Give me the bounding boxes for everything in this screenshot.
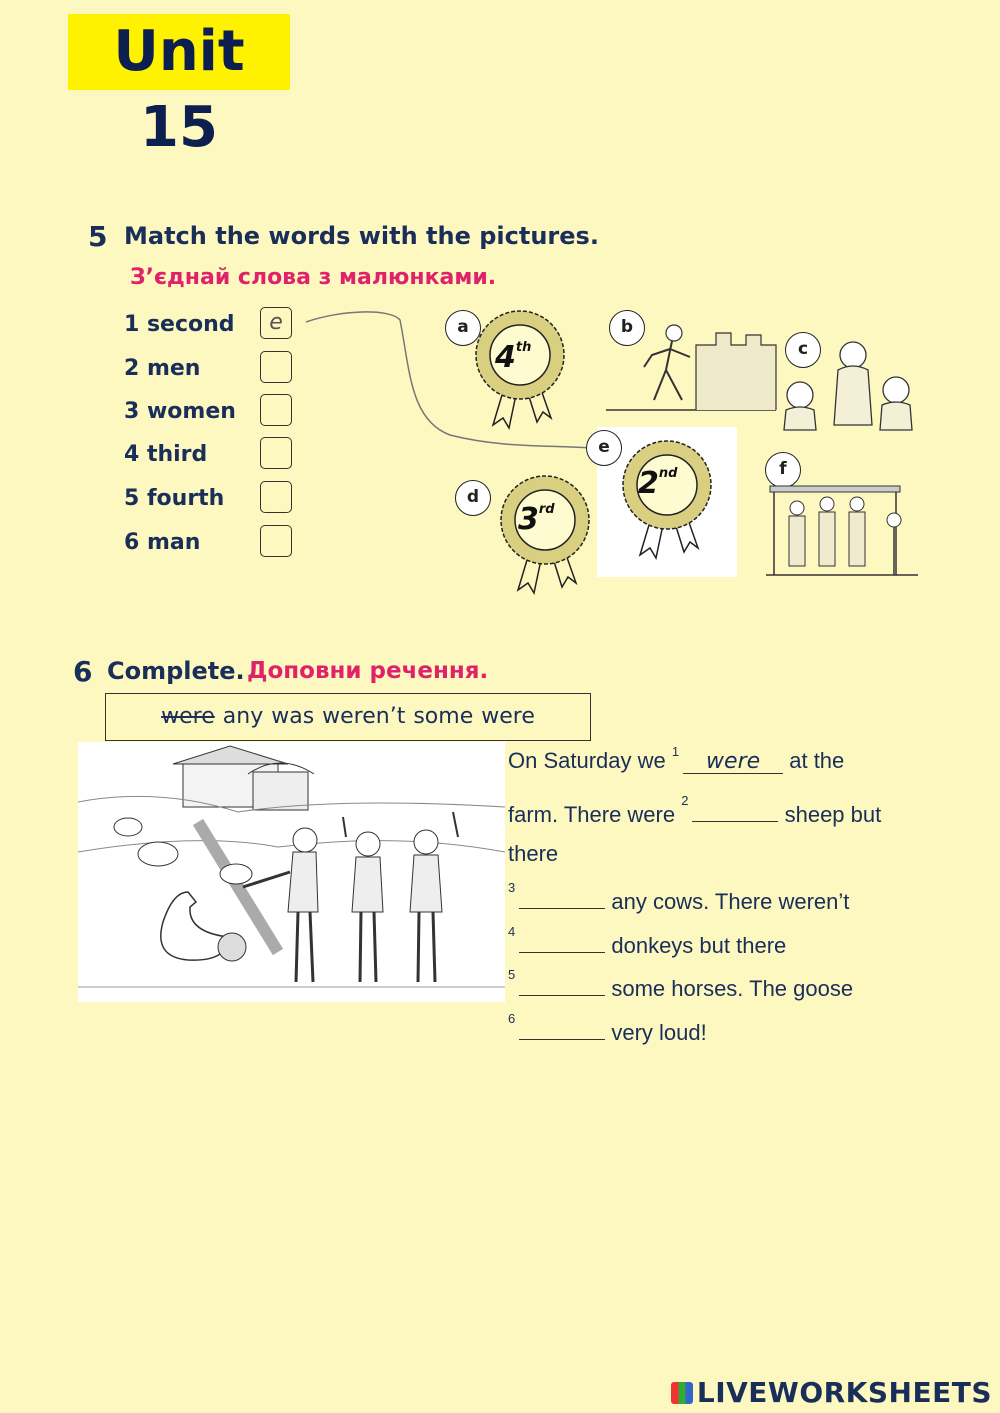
liveworksheets-logo: LIVEWORKSHEETS	[671, 1376, 992, 1409]
match-item-3: 3 women	[124, 399, 236, 424]
gap-6-input[interactable]	[519, 1015, 605, 1040]
word-bank-item: were	[481, 704, 535, 729]
exercise-5-heading-uk: З’єднай слова з малюнками.	[130, 265, 497, 290]
liveworksheets-icon	[671, 1382, 693, 1404]
story-line-3: there	[508, 841, 559, 866]
gap-5-number: 5	[508, 967, 516, 982]
farm-illustration	[78, 742, 505, 1002]
answer-box-4[interactable]	[260, 437, 292, 469]
unit-title: Unit 15	[68, 14, 290, 90]
gap-1-input[interactable]: were	[683, 749, 783, 774]
answer-box-6[interactable]	[260, 525, 292, 557]
picture-letter-e: e	[586, 430, 622, 466]
story-line-1: On Saturday we $^1$ were at the	[508, 744, 845, 774]
gap-4-number: 4	[508, 924, 516, 939]
exercise-6-heading-uk: Доповни речення.	[247, 658, 489, 684]
picture-letter-b: b	[609, 310, 645, 346]
gap-1-number: 1	[671, 744, 680, 759]
gap-2-number: 2	[681, 793, 689, 808]
answer-box-1[interactable]: e	[260, 307, 292, 339]
exercise-6-number: 6	[73, 655, 93, 688]
walking-man-illustration	[596, 315, 786, 415]
exercise-5-heading: Match the words with the pictures.	[124, 222, 599, 250]
men-bus-stop-illustration	[762, 470, 922, 582]
story-line-2: farm. There were $^2$ sheep but	[508, 793, 882, 827]
answer-box-3[interactable]	[260, 394, 292, 426]
exercise-6-heading: Complete.	[107, 657, 245, 685]
picture-letter-c: c	[785, 332, 821, 368]
word-bank-item: were	[161, 704, 215, 729]
gap-3-input[interactable]	[519, 884, 605, 909]
story-line-5: $^4$ donkeys but there	[508, 924, 787, 958]
rosette-d-suffix: rd	[538, 502, 555, 517]
gap-4-input[interactable]	[519, 928, 605, 953]
match-item-6: 6 man	[124, 530, 201, 555]
rosette-d-number: 3	[518, 502, 539, 537]
word-bank-item: weren’t	[322, 704, 406, 729]
rosette-e-number: 2	[638, 466, 659, 501]
rosette-e-suffix: nd	[658, 466, 678, 481]
answer-box-5[interactable]	[260, 481, 292, 513]
gap-2-input[interactable]	[692, 797, 778, 822]
match-item-2: 2 men	[124, 356, 201, 381]
gap-3-number: 3	[508, 880, 516, 895]
word-bank-item: was	[271, 704, 315, 729]
exercise-5-number: 5	[88, 220, 108, 253]
gap-6-number: 6	[508, 1011, 516, 1026]
story-line-4: $^3$ any cows. There weren’t	[508, 880, 850, 914]
picture-letter-d: d	[455, 480, 491, 516]
rosette-a-suffix: th	[515, 340, 532, 355]
match-item-1: 1 second	[124, 312, 235, 337]
match-item-4: 4 third	[124, 442, 208, 467]
word-bank-item: some	[413, 704, 474, 729]
word-bank-item: any	[222, 704, 264, 729]
gap-5-input[interactable]	[519, 971, 605, 996]
rosette-a-number: 4	[495, 340, 516, 375]
women-group-illustration	[778, 330, 918, 435]
picture-letter-a: a	[445, 310, 481, 346]
answer-box-2[interactable]	[260, 351, 292, 383]
story-line-6: $^5$ some horses. The goose	[508, 967, 854, 1001]
match-item-5: 5 fourth	[124, 486, 225, 511]
word-bank	[105, 693, 591, 741]
story-line-7: $^6$ very loud!	[508, 1011, 707, 1045]
picture-letter-f: f	[765, 452, 801, 488]
